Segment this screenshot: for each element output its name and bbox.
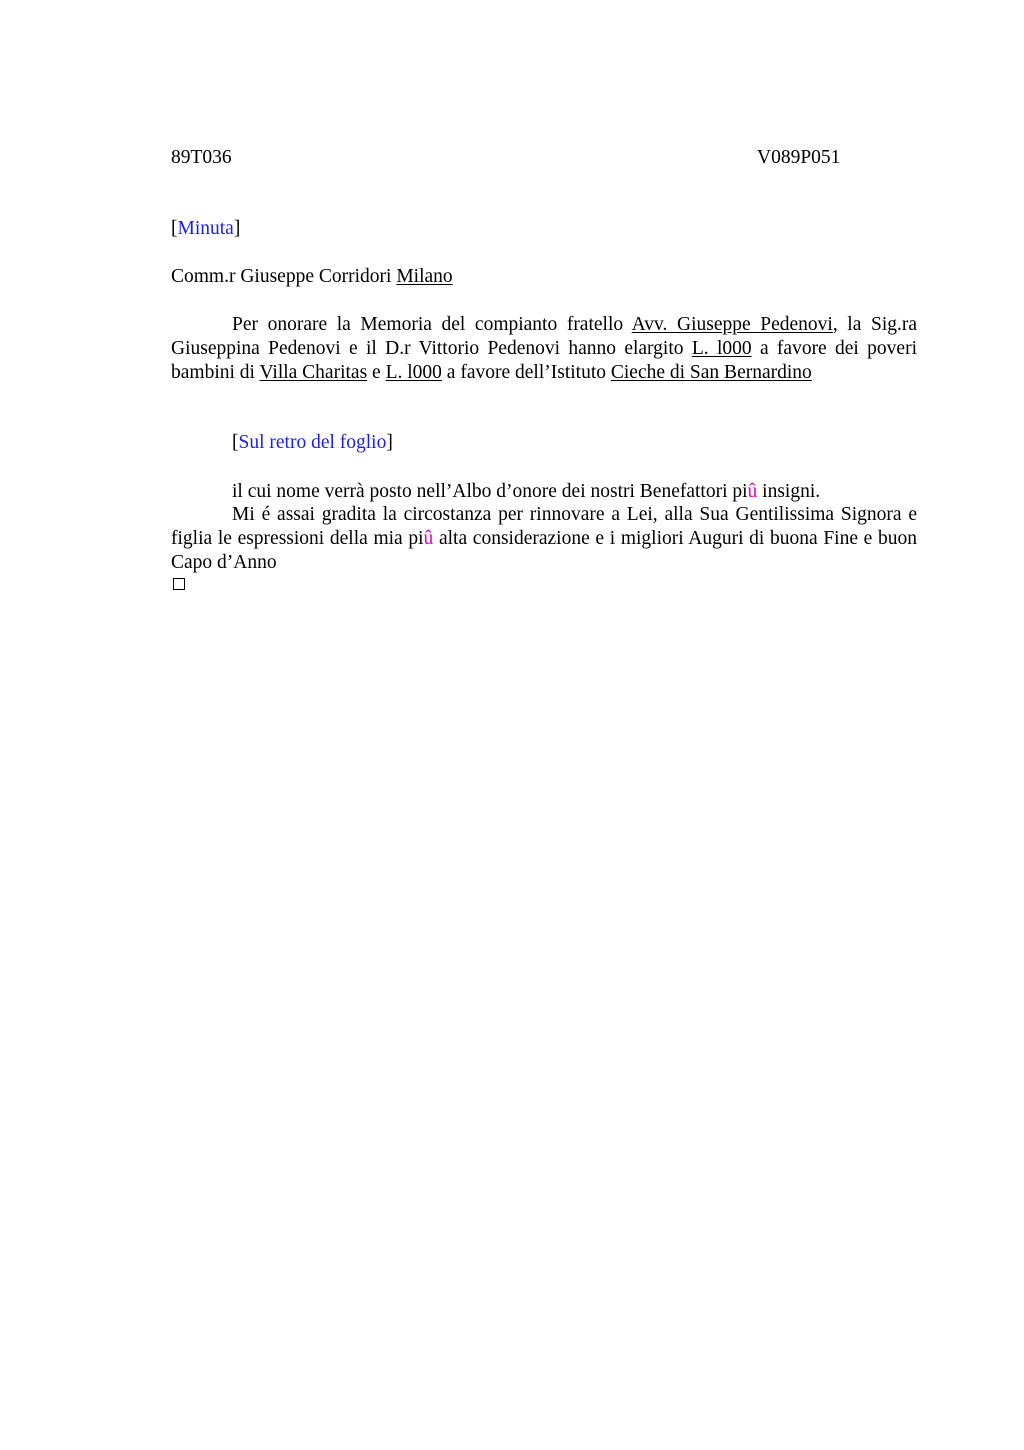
donation-amount-2: L. l000 — [385, 362, 442, 383]
retro-annotation: [Sul retro del foglio] — [232, 432, 393, 453]
paragraph-donation: Per onorare la Memoria del compianto fratello Avv. Giuseppe Pedenovi, la Sig.ra Giuseppina Pedenovi e il D.r Vittorio Pedenovi hanno elargito L. l000 a favore dei poveri bambini di Villa Charitas e L. l000 a favore dell’Istituto Cieche di San Bernardino — [171, 314, 918, 383]
recipient-name: Comm.r Giuseppe Corridori — [171, 266, 392, 287]
recipient-city: Milano — [396, 266, 453, 287]
minuta-annotation: [Minuta] — [171, 218, 241, 239]
beneficiary-villa-charitas: Villa Charitas — [259, 362, 368, 383]
recipient-line — [171, 266, 453, 288]
deceased-name: Avv. Giuseppe Pedenovi — [631, 314, 833, 335]
paragraph-albo: il cui nome verrà posto nell’Albo d’onore dei nostri Benefattori piû insigni. — [232, 481, 821, 502]
checkbox-icon — [173, 578, 185, 590]
document-id: 89T036 — [171, 147, 232, 168]
page-id: V089P051 — [757, 147, 841, 168]
correction-mark: û — [423, 528, 434, 549]
beneficiary-istituto: Cieche di San Bernardino — [610, 362, 812, 383]
retro-label: Sul retro del foglio — [238, 432, 387, 453]
correction-mark: û — [747, 481, 758, 502]
minuta-label: Minuta — [177, 218, 234, 239]
donation-amount-1: L. l000 — [691, 338, 752, 359]
paragraph-closing: Mi é assai gradita la circostanza per rinnovare a Lei, alla Sua Gentilissima Signora e figlia le espressioni della mia piû alta considerazione e i migliori Auguri di buona Fine e buon Capo d’Anno — [171, 504, 917, 573]
